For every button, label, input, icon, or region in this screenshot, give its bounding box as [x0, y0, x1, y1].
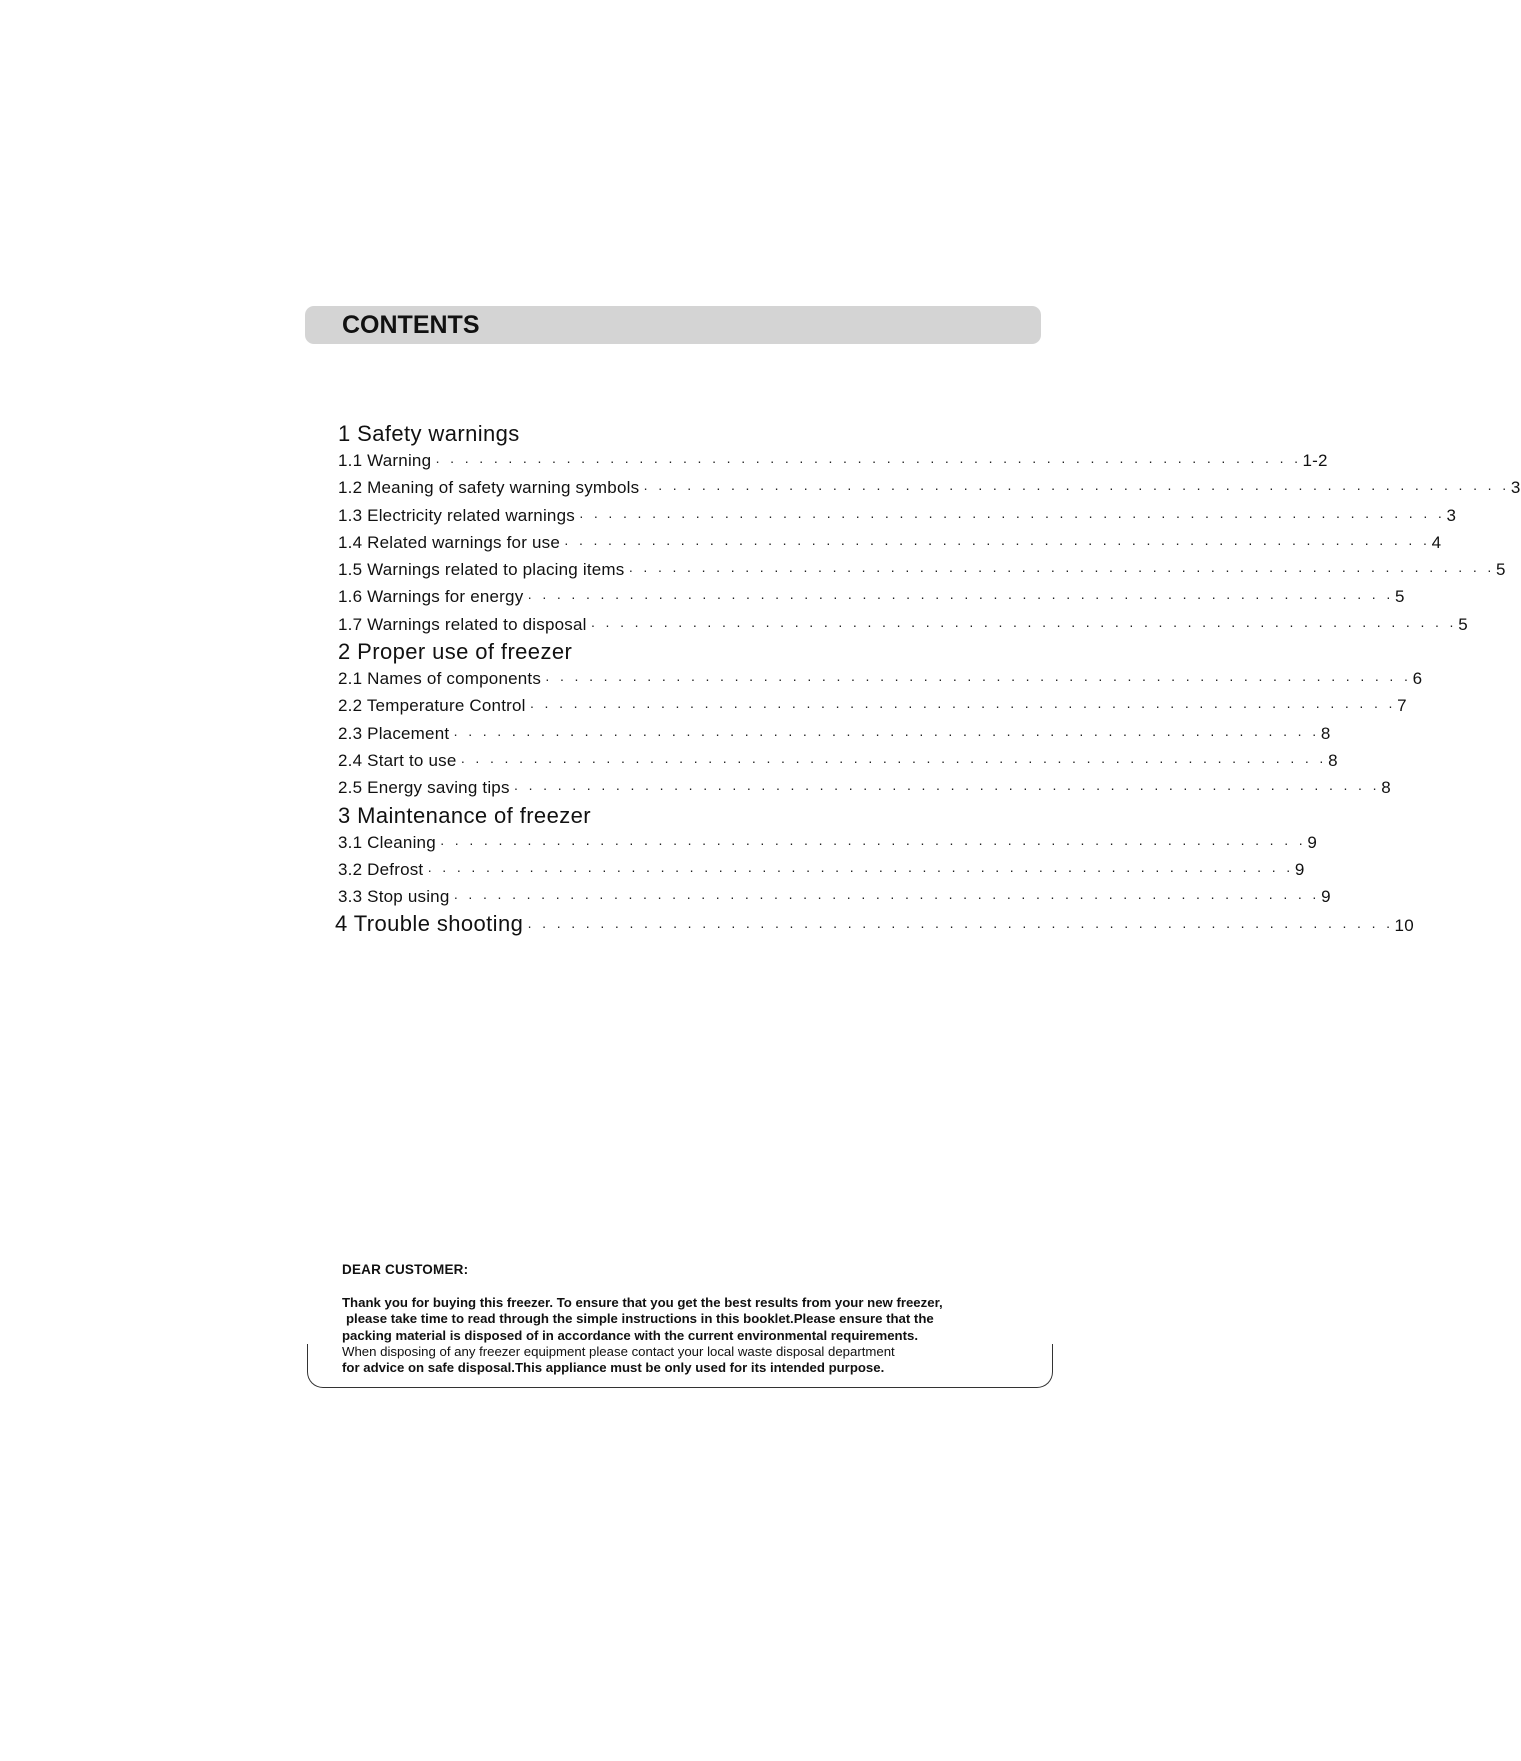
toc-entry-label: 1.3 Electricity related warnings: [338, 505, 575, 525]
toc-entry-page-number: 5: [1496, 560, 1506, 580]
toc-entry: [338, 665, 1423, 692]
toc-dot-leader: · · · · · · · · · · · · · · · · · · · · · · · · · · · · · · · · · · · · · · · · · · · · · · · · · · · · · · · · · · · ·: [578, 507, 1443, 524]
toc-entry: [338, 720, 1331, 747]
toc-section-heading: 2 Proper use of freezer: [338, 639, 573, 665]
toc-entry-label: 1.1 Warning: [338, 451, 432, 470]
toc-entry-page-number: 5: [1458, 614, 1468, 634]
toc-entry: [338, 747, 1338, 774]
toc-entry-page-number: 1-2: [1302, 451, 1328, 470]
toc-entry-label: 2.3 Placement: [338, 723, 450, 743]
toc-entry: [338, 611, 1468, 638]
toc-entry-page-number: 8: [1320, 723, 1331, 743]
toc-entry: [338, 692, 1407, 719]
toc-dot-leader: · · · · · · · · · · · · · · · · · · · · · · · · · · · · · · · · · · · · · · · · · · · · · · · · · · · · · · · · · · · ·: [643, 480, 1507, 497]
toc-entry-page-number: 8: [1328, 750, 1338, 770]
toc-dot-leader: · · · · · · · · · · · · · · · · · · · · · · · · · · · · · · · · · · · · · · · · · · · · · · · · · · · · · · · · · · · ·: [427, 861, 1291, 878]
toc-dot-leader: · · · · · · · · · · · · · · · · · · · · · · · · · · · · · · · · · · · · · · · · · · · · · · · · · · · · · · · · · · · ·: [460, 752, 1324, 769]
toc-entry-label: 3.1 Cleaning: [338, 832, 436, 852]
toc-entry-page-number: 9: [1321, 887, 1331, 907]
customer-line: Thank you for buying this freezer. To ensure that you get the best results from your new freezer,: [342, 1295, 943, 1310]
toc-entry-page-number: 9: [1294, 859, 1305, 879]
customer-heading: DEAR CUSTOMER:: [342, 1262, 469, 1277]
toc-dot-leader: · · · · · · · · · · · · · · · · · · · · · · · · · · · · · · · · · · · · · · · · · · · · · · · · · · · · · · · · · · · ·: [453, 725, 1317, 742]
toc-dot-leader: · · · · · · · · · · · · · · · · · · · · · · · · · · · · · · · · · · · · · · · · · · · · · · · · · · · · · · · · · · · ·: [564, 534, 1428, 551]
toc-entry-label: 2.5 Energy saving tips: [338, 778, 510, 798]
toc-entry-label: 2.4 Start to use: [338, 750, 457, 770]
toc-dot-leader: · · · · · · · · · · · · · · · · · · · · · · · · · · · · · · · · · · · · · · · · · · · · · · · · · · · · · · · · · · · ·: [527, 589, 1391, 606]
table-of-contents: [335, 420, 1521, 938]
toc-dot-leader: · · · · · · · · · · · · · · · · · · · · · · · · · · · · · · · · · · · · · · · · · · · · · · · · · · · · · · · · · · · ·: [529, 698, 1393, 715]
toc-entry-label: 2.2 Temperature Control: [338, 696, 526, 716]
toc-dot-leader: · · · · · · · · · · · · · · · · · · · · · · · · · · · · · · · · · · · · · · · · · · · · · · · · · · · · · · · · · · · ·: [545, 671, 1409, 688]
toc-entry: [335, 910, 1415, 937]
toc-entry: [338, 529, 1442, 556]
customer-line: packing material is disposed of in accordance with the current environmental requirements.: [342, 1327, 919, 1343]
toc-entry-page-number: 3: [1446, 505, 1457, 525]
toc-entry: [338, 502, 1457, 529]
toc-entry-label: 1.5 Warnings related to placing items: [338, 560, 625, 580]
page-title: CONTENTS: [342, 311, 480, 339]
toc-entry-label: 1.6 Warnings for energy: [338, 587, 524, 607]
toc-dot-leader: · · · · · · · · · · · · · · · · · · · · · · · · · · · · · · · · · · · · · · · · · · · · · · · · · · · · · · · · · · · ·: [513, 780, 1377, 797]
toc-entry: [338, 474, 1521, 501]
toc-entry: [338, 447, 1328, 474]
toc-entry-page-number: 7: [1397, 696, 1407, 716]
toc-entry-label: 1.7 Warnings related to disposal: [338, 614, 587, 634]
toc-dot-leader: · · · · · · · · · · · · · · · · · · · · · · · · · · · · · · · · · · · · · · · · · · · · · · · · · · · · · · · · · · · ·: [527, 918, 1391, 935]
toc-entry-label: 3.2 Defrost: [338, 859, 424, 879]
toc-entry-page-number: 4: [1431, 532, 1442, 552]
toc-entry-page-number: 5: [1394, 587, 1405, 607]
toc-entry-page-number: 8: [1381, 778, 1391, 798]
toc-entry: [338, 856, 1305, 883]
toc-entry-label: 3.3 Stop using: [338, 887, 450, 907]
toc-entry: [338, 583, 1405, 610]
toc-dot-leader: · · · · · · · · · · · · · · · · · · · · · · · · · · · · · · · · · · · · · · · · · · · · · · · · · · · · · · · · · · · ·: [628, 562, 1492, 579]
toc-dot-leader: · · · · · · · · · · · · · · · · · · · · · · · · · · · · · · · · · · · · · · · · · · · · · · · · · · · · · · · · · · · ·: [435, 453, 1299, 469]
toc-entry-page-number: 10: [1394, 916, 1415, 936]
contents-header-bar: [305, 306, 1041, 344]
toc-dot-leader: · · · · · · · · · · · · · · · · · · · · · · · · · · · · · · · · · · · · · · · · · · · · · · · · · · · · · · · · · · · ·: [453, 889, 1317, 906]
toc-entry: [338, 774, 1391, 801]
toc-entry-label: 4 Trouble shooting: [335, 911, 524, 937]
customer-line: When disposing of any freezer equipment please contact your local waste disposal department: [342, 1343, 895, 1359]
customer-line: please take time to read through the simple instructions in this booklet.Please ensure that the: [346, 1311, 934, 1327]
toc-section-heading: 1 Safety warnings: [338, 421, 520, 446]
customer-line: for advice on safe disposal.This appliance must be only used for its intended purpose.: [342, 1360, 885, 1376]
toc-entry: [338, 829, 1318, 856]
toc-entry-page-number: 3: [1510, 478, 1521, 498]
toc-dot-leader: · · · · · · · · · · · · · · · · · · · · · · · · · · · · · · · · · · · · · · · · · · · · · · · · · · · · · · · · · · · ·: [439, 834, 1304, 851]
toc-entry-page-number: 6: [1412, 669, 1423, 689]
toc-entry-page-number: 9: [1307, 832, 1318, 852]
toc-dot-leader: · · · · · · · · · · · · · · · · · · · · · · · · · · · · · · · · · · · · · · · · · · · · · · · · · · · · · · · · · · · ·: [590, 616, 1454, 633]
toc-entry: [338, 556, 1506, 583]
notice-bracket-frame: [307, 1344, 1053, 1388]
toc-section-heading: 3 Maintenance of freezer: [338, 802, 591, 828]
toc-entry-label: 1.4 Related warnings for use: [338, 532, 561, 552]
toc-entry-label: 2.1 Names of components: [338, 669, 542, 689]
toc-entry: [338, 883, 1331, 910]
toc-entry-label: 1.2 Meaning of safety warning symbols: [338, 478, 640, 498]
